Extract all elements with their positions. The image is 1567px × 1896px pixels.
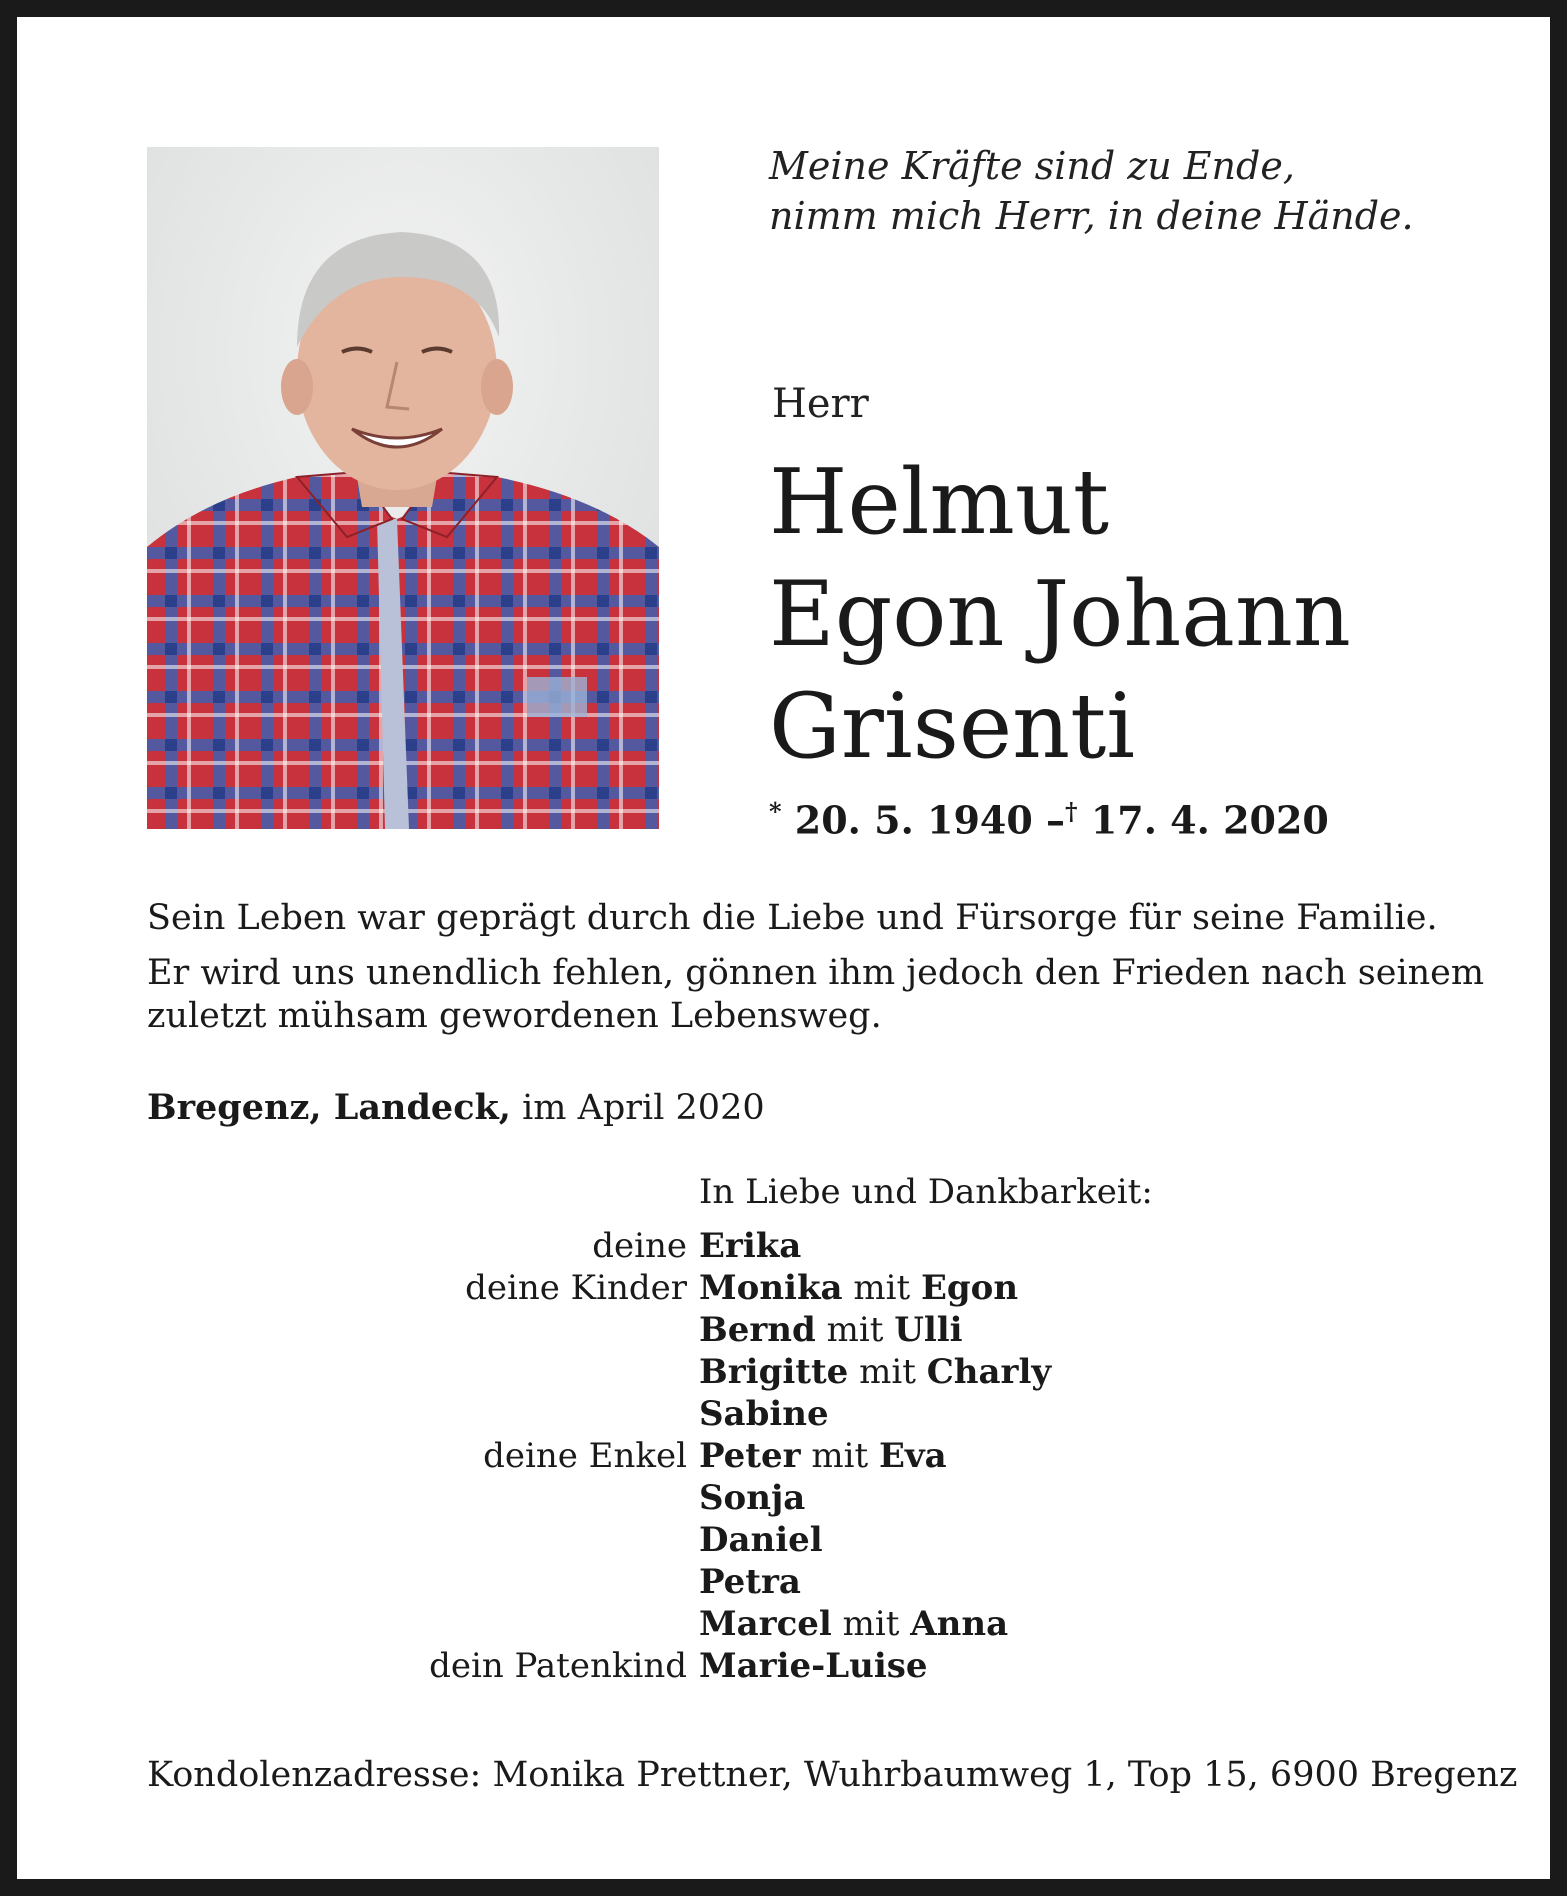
thanks-line: In Liebe und Dankbarkeit: — [699, 1172, 1153, 1212]
place-date — [147, 1087, 765, 1128]
family-row-grandchild — [317, 1519, 1051, 1561]
child-partner-name: Egon — [920, 1268, 1019, 1308]
tribute-paragraph-2-line-2: zuletzt mühsam gewordenen Lebensweg. — [147, 996, 882, 1036]
death-date: 17. 4. 2020 — [1090, 797, 1329, 843]
family-row-grandchild — [317, 1435, 1051, 1477]
family-row-child — [317, 1351, 1051, 1393]
family-list — [317, 1225, 1051, 1687]
tribute-paragraph-1: Sein Leben war geprägt durch die Liebe und Fürsorge für seine Familie. — [147, 898, 1438, 938]
with-word: mit — [859, 1352, 916, 1392]
grandchild-partner-name: Eva — [878, 1436, 947, 1476]
grandchild-name: Marcel — [699, 1604, 832, 1644]
salutation: Herr — [772, 381, 869, 427]
family-row-partner — [317, 1225, 1051, 1267]
family-row-child — [317, 1267, 1051, 1309]
grandchild-name: Sonja — [699, 1478, 806, 1518]
family-row-godchild — [317, 1645, 1051, 1687]
relation-label: deine Enkel — [483, 1436, 687, 1476]
verse-line-1: Meine Kräfte sind zu Ende, — [769, 144, 1295, 188]
family-row-child — [317, 1309, 1051, 1351]
child-name: Sabine — [699, 1394, 829, 1434]
birth-date: 20. 5. 1940 — [794, 797, 1033, 843]
deceased-name — [769, 447, 1351, 783]
name-line-2: Egon Johann — [769, 562, 1351, 667]
place-month: im April 2020 — [522, 1088, 765, 1128]
place-cities: Bregenz, Landeck, — [147, 1087, 511, 1128]
child-name: Brigitte — [699, 1352, 849, 1392]
date-separator: – — [1046, 797, 1066, 843]
grandchild-name: Daniel — [699, 1520, 823, 1560]
relation-label: deine Kinder — [465, 1268, 687, 1308]
name-line-1: Helmut — [769, 450, 1110, 555]
grandchild-name: Petra — [699, 1562, 801, 1602]
grandchild-name: Peter — [699, 1436, 801, 1476]
tribute-paragraph-2-line-1: Er wird uns unendlich fehlen, gönnen ihm jedoch den Frieden nach seinem — [147, 953, 1485, 993]
birth-symbol: * — [769, 797, 782, 826]
family-row-grandchild — [317, 1477, 1051, 1519]
child-partner-name: Ulli — [894, 1310, 963, 1350]
name-line-3: Grisenti — [769, 674, 1136, 779]
child-name: Bernd — [699, 1310, 816, 1350]
relation-label: deine — [592, 1226, 687, 1266]
family-row-grandchild — [317, 1603, 1051, 1645]
child-partner-name: Charly — [926, 1352, 1052, 1392]
tribute-text — [147, 897, 1485, 1038]
relation-label: dein Patenkind — [429, 1646, 687, 1686]
condolence-address: Kondolenzadresse: Monika Prettner, Wuhrbaumweg 1, Top 15, 6900 Bregenz — [147, 1755, 1518, 1795]
with-word: mit — [811, 1436, 869, 1476]
life-dates — [769, 797, 1329, 843]
child-name: Monika — [699, 1268, 843, 1308]
verse-line-2: nimm mich Herr, in deine Hände. — [769, 194, 1414, 238]
portrait-photo — [147, 147, 659, 829]
partner-name: Erika — [699, 1226, 802, 1266]
grandchild-partner-name: Anna — [910, 1604, 1009, 1644]
with-word: mit — [826, 1310, 884, 1350]
with-word: mit — [853, 1268, 911, 1308]
family-row-grandchild — [317, 1561, 1051, 1603]
godchild-name: Marie-Luise — [699, 1646, 928, 1686]
with-word: mit — [842, 1604, 900, 1644]
verse-quote — [769, 141, 1414, 241]
family-row-child — [317, 1393, 1051, 1435]
death-symbol: † — [1065, 797, 1078, 826]
